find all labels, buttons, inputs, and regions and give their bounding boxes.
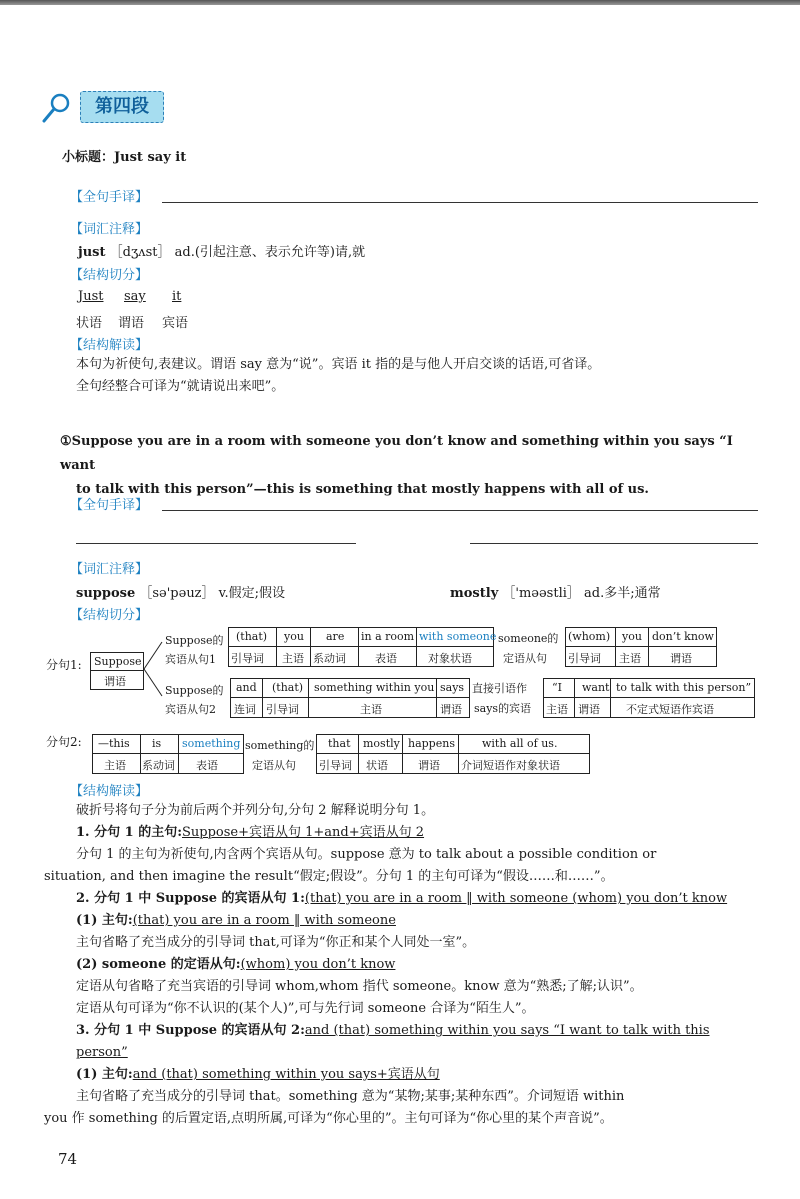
diagram-role: 引导词 — [266, 703, 299, 716]
link-label: Suppose的 — [165, 684, 224, 697]
vocab-def: ［'məəstli］ ad.多半;通常 — [502, 586, 661, 601]
diagram-word: you — [622, 630, 642, 643]
diagram-role: 不定式短语作宾语 — [626, 703, 714, 716]
explain-pattern: (that) you are in a room ‖ with someone (whom) you don’t know — [304, 891, 728, 906]
section-title: 第四段 — [80, 91, 164, 123]
vocab-word: mostly — [450, 586, 499, 601]
section-subtitle: 小标题：Just say it — [62, 150, 187, 165]
vocab-entry — [78, 241, 365, 260]
explain-text — [76, 354, 766, 398]
diagram-word: —this — [98, 737, 130, 750]
diagram-word: is — [152, 737, 162, 750]
target-sentence — [60, 430, 770, 502]
explain-heading: (2) someone 的定语从句: — [76, 957, 241, 972]
diagram-role: 系动词 — [313, 652, 346, 665]
diagram-role: 谓语 — [440, 703, 462, 716]
explain-line: you 作 something 的后置定语,点明所属,可译为“你心里的”。主句可译为“你心里的某个声音说”。 — [44, 1111, 613, 1126]
link-label: someone的 — [498, 632, 559, 645]
diagram-word: you — [284, 630, 304, 643]
explain-block — [44, 800, 764, 1130]
explain-heading: 3. 分句 1 中 Suppose 的宾语从句 2: — [76, 1023, 305, 1038]
struct-word: Just — [78, 289, 104, 304]
diagram-role: 主语 — [360, 703, 382, 716]
clause-label: 分句2: — [46, 735, 82, 749]
tag-vocab: 【 词汇注释 】 — [70, 218, 148, 237]
diagram-role: 谓语 — [670, 652, 692, 665]
vocab-entry — [76, 582, 285, 601]
vocab-entry — [450, 582, 661, 601]
diagram-role: 系动词 — [142, 759, 175, 772]
diagram-role: 引导词 — [319, 759, 352, 772]
diagram-role: 表语 — [196, 759, 218, 772]
diagram-word: that — [328, 737, 351, 750]
diagram-word: (whom) — [568, 630, 611, 643]
link-label: 定语从句 — [503, 652, 547, 665]
diagram-role: 对象状语 — [428, 652, 472, 665]
explain-line: 分句 1 的主句为祈使句,内含两个宾语从句。suppose 意为 to talk about a possible condition or — [76, 847, 657, 862]
link-label: Suppose的 — [165, 634, 224, 647]
explain-line: 主句省略了充当成分的引导词 that,可译为“你正和某个人同处一室”。 — [76, 935, 476, 950]
explain-pattern: (that) you are in a room ‖ with someone — [132, 913, 396, 928]
explain-line: 定语从句可译为“你不认识的(某个人)”,可与先行词 someone 合译为“陌生人”。 — [76, 1001, 535, 1016]
diagram-role: 连词 — [234, 703, 256, 716]
magnifier-icon — [42, 92, 72, 124]
diagram-word: mostly — [363, 737, 400, 750]
diagram-role: 谓语 — [418, 759, 440, 772]
explain-pattern: Suppose+宾语从句 1+and+宾语从句 2 — [182, 825, 425, 840]
explain-line: 本句为祈使句,表建议。谓语 say 意为“说”。宾语 it 指的是与他人开启交谈的话语,可省译。 — [76, 357, 601, 372]
link-label: 宾语从句1 — [165, 653, 216, 666]
vocab-def: ［sə'pəuz］ v.假定;假设 — [139, 586, 285, 601]
diagram-role: 引导词 — [231, 652, 264, 665]
struct-word: say — [124, 289, 146, 304]
diagram-role: 主语 — [546, 703, 568, 716]
diagram-word: (that) — [272, 681, 304, 694]
link-label: something的 — [245, 739, 315, 752]
explain-pattern: and (that) something within you says+宾语从句 — [132, 1067, 440, 1082]
tag-translate: 【 全句手译 】 — [70, 494, 148, 513]
struct-role: 宾语 — [162, 316, 189, 331]
explain-heading: 1. 分句 1 的主句: — [76, 825, 182, 840]
link-label: 直接引语作 — [472, 682, 527, 695]
diagram-word: (that) — [236, 630, 268, 643]
diagram-role: 谓语 — [578, 703, 600, 716]
diagram-arrows — [140, 638, 166, 700]
diagram-word: says — [440, 681, 465, 694]
diagram-word: something within you — [314, 681, 435, 694]
sentence-line: ①Suppose you are in a room with someone you don’t know and something within you says “I want — [60, 434, 733, 473]
vocab-def: ［dʒʌst］ ad.(引起注意、表示允许等)请,就 — [109, 245, 366, 260]
diagram-word: and — [236, 681, 257, 694]
diagram-word: “I — [552, 681, 562, 694]
link-label: 宾语从句2 — [165, 703, 216, 716]
explain-heading: (1) 主句: — [76, 1067, 133, 1082]
struct-role: 状语 — [76, 316, 103, 331]
tag-struct: 【 结构切分 】 — [70, 264, 148, 283]
vocab-word: just — [78, 245, 106, 260]
vocab-word: suppose — [76, 586, 136, 601]
page-number: 74 — [58, 1150, 78, 1168]
explain-pattern: (whom) you don’t know — [240, 957, 396, 972]
explain-line: 主句省略了充当成分的引导词 that。something 意为“某物;某事;某种东西”。介词短语 within — [76, 1089, 625, 1104]
explain-line: 定语从句省略了充当宾语的引导词 whom,whom 指代 someone。know 意为“熟悉;了解;认识”。 — [76, 979, 643, 994]
diagram-role: 谓语 — [104, 675, 126, 688]
tag-explain: 【 结构解读 】 — [70, 334, 148, 353]
tag-explain: 【 结构解读 】 — [70, 780, 148, 799]
explain-pattern: and (that) something within you says “I want to talk with this person” — [76, 1023, 710, 1060]
explain-line: 破折号将句子分为前后两个并列分句,分句 2 解释说明分句 1。 — [76, 803, 435, 818]
link-label: says的宾语 — [474, 702, 532, 715]
link-label: 定语从句 — [252, 759, 296, 772]
tag-struct: 【 结构切分 】 — [70, 604, 148, 623]
diagram-word: something — [182, 737, 241, 750]
explain-line: situation, and then imagine the result“假定;假设”。分句 1 的主句可译为“假设……和……”。 — [44, 869, 614, 884]
top-rule — [0, 0, 800, 5]
clause-label: 分句1: — [46, 658, 82, 672]
diagram-word: with someone — [419, 630, 497, 643]
diagram-role: 主语 — [282, 652, 304, 665]
answer-line — [162, 202, 758, 203]
diagram-role: 介词短语作对象状语 — [461, 759, 560, 772]
diagram-role: 引导词 — [568, 652, 601, 665]
struct-role: 谓语 — [118, 316, 145, 331]
diagram-role: 状语 — [366, 759, 388, 772]
explain-heading: 2. 分句 1 中 Suppose 的宾语从句 1: — [76, 891, 305, 906]
diagram-role: 主语 — [619, 652, 641, 665]
diagram-word: want — [582, 681, 610, 694]
diagram-role: 主语 — [104, 759, 126, 772]
answer-line — [162, 510, 758, 511]
diagram-word: are — [326, 630, 345, 643]
diagram-word: happens — [408, 737, 455, 750]
diagram-word: with all of us. — [482, 737, 558, 750]
tag-vocab: 【 词汇注释 】 — [70, 558, 148, 577]
diagram-word: in a room — [361, 630, 415, 643]
explain-heading: (1) 主句: — [76, 913, 133, 928]
diagram-role: 表语 — [375, 652, 397, 665]
explain-line: 全句经整合可译为“就请说出来吧”。 — [76, 379, 285, 394]
tag-translate: 【 全句手译 】 — [70, 186, 148, 205]
struct-word: it — [172, 289, 182, 304]
answer-line — [76, 543, 356, 544]
diagram-word: don’t know — [652, 630, 714, 643]
diagram-word: to talk with this person” — [616, 681, 752, 694]
answer-line — [470, 543, 758, 544]
diagram-word: Suppose — [94, 655, 142, 668]
sentence-line: to talk with this person”—this is something that mostly happens with all of us. — [76, 482, 649, 497]
